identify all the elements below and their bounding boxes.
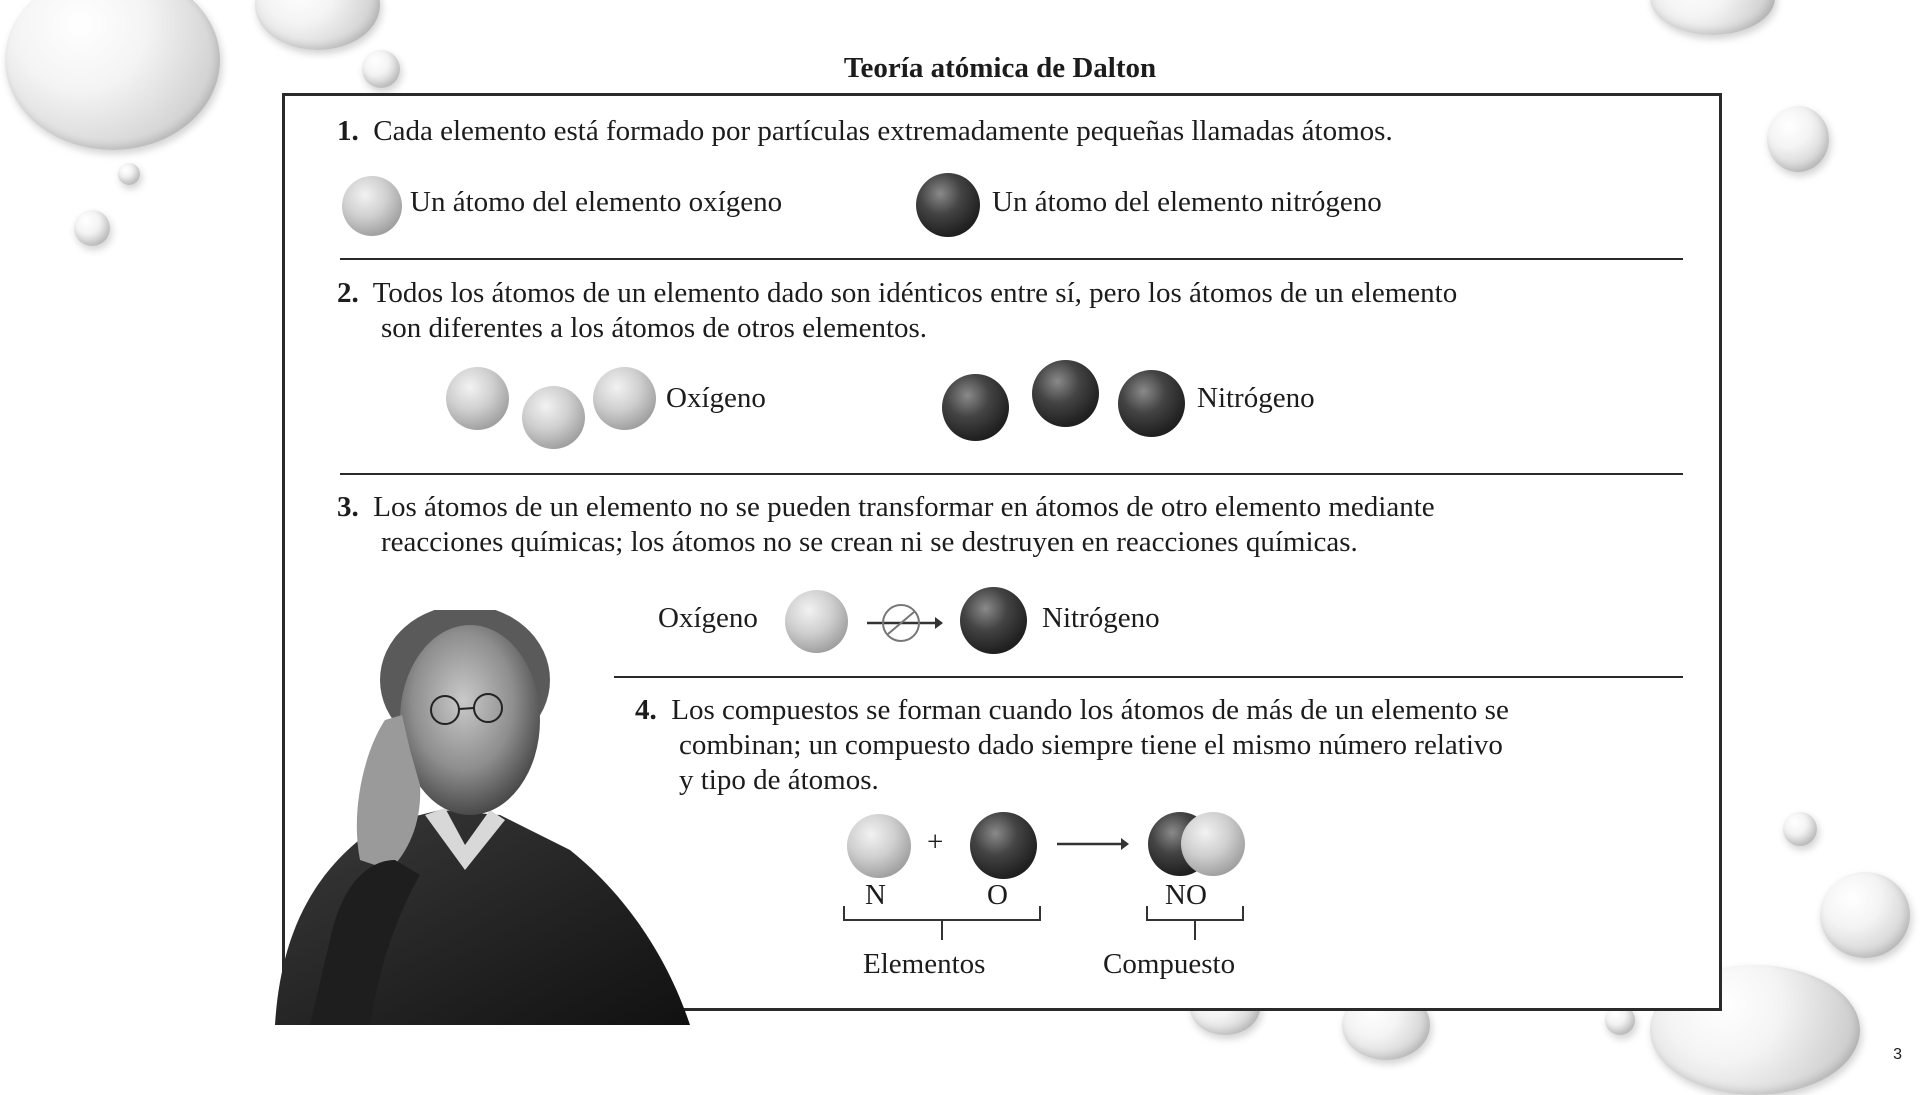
- oxygen-atom: [522, 386, 585, 449]
- page-title: Teoría atómica de Dalton: [843, 52, 1157, 84]
- nitrogen-atom: [916, 173, 980, 237]
- plus-sign: +: [927, 826, 944, 858]
- oxygen-atom: [342, 176, 402, 236]
- statement-text: Todos los átomos de un elemento dado son idénticos entre sí, pero los átomos de un elemento: [372, 277, 1458, 309]
- nitrogen-label: Nitrógeno: [1042, 602, 1160, 634]
- n-label: N: [865, 879, 886, 911]
- water-drop-decoration: [1820, 872, 1910, 958]
- dalton-portrait-image: [270, 610, 700, 1025]
- oxygen-atom: [446, 367, 509, 430]
- no-molecule-o-part: [1181, 812, 1245, 876]
- oxygen-label: Oxígeno: [658, 602, 758, 634]
- nitrogen-atom-label: Un átomo del elemento nitrógeno: [992, 186, 1382, 218]
- no-transformation-arrow-icon: [865, 601, 945, 645]
- oxygen-atom-label: Un átomo del elemento oxígeno: [410, 186, 783, 218]
- statement-number: 2.: [337, 277, 359, 309]
- o-label: O: [987, 879, 1008, 911]
- n-atom: [847, 814, 911, 878]
- statement-text: son diferentes a los átomos de otros elementos.: [381, 312, 928, 344]
- statement-text: reacciones químicas; los átomos no se crean ni se destruyen en reacciones químicas.: [381, 526, 1358, 558]
- statement-text: Los átomos de un elemento no se pueden transformar en átomos de otro elemento mediante: [373, 491, 1435, 523]
- oxygen-atom: [593, 367, 656, 430]
- page-number: 3: [1893, 1046, 1902, 1063]
- reaction-arrow-icon: [1055, 834, 1131, 854]
- water-drop-decoration: [255, 0, 380, 50]
- water-drop-decoration: [1650, 0, 1775, 35]
- statement-number: 1.: [337, 115, 359, 147]
- statement-text: Cada elemento está formado por partículas extremadamente pequeñas llamadas átomos.: [373, 115, 1393, 147]
- statement-text: Los compuestos se forman cuando los átomos de más de un elemento se: [671, 694, 1509, 726]
- statement-text: combinan; un compuesto dado siempre tiene el mismo número relativo: [679, 729, 1503, 761]
- statement-4: [635, 693, 1509, 798]
- divider: [340, 473, 1683, 475]
- no-label: NO: [1165, 879, 1207, 911]
- statement-1: [337, 114, 1393, 149]
- divider: [340, 258, 1683, 260]
- bracket-elements: [842, 904, 1042, 944]
- divider: [614, 676, 1683, 678]
- water-drop-decoration: [118, 163, 140, 185]
- water-drop-decoration: [74, 210, 110, 246]
- statement-3: [337, 490, 1435, 560]
- bracket-compound: [1145, 904, 1245, 944]
- compound-label: Compuesto: [1103, 948, 1236, 980]
- water-drop-decoration: [1783, 812, 1817, 846]
- statement-text: y tipo de átomos.: [679, 764, 879, 796]
- oxygen-label: Oxígeno: [666, 382, 766, 414]
- elements-label: Elementos: [863, 948, 986, 980]
- nitrogen-atom: [960, 587, 1027, 654]
- nitrogen-label: Nitrógeno: [1197, 382, 1315, 414]
- oxygen-atom: [785, 590, 848, 653]
- nitrogen-atom: [942, 374, 1009, 441]
- nitrogen-atom: [1118, 370, 1185, 437]
- statement-2: [337, 276, 1457, 346]
- o-atom: [970, 812, 1037, 879]
- water-drop-decoration: [1767, 106, 1829, 172]
- nitrogen-atom: [1032, 360, 1099, 427]
- statement-number: 4.: [635, 694, 657, 726]
- statement-number: 3.: [337, 491, 359, 523]
